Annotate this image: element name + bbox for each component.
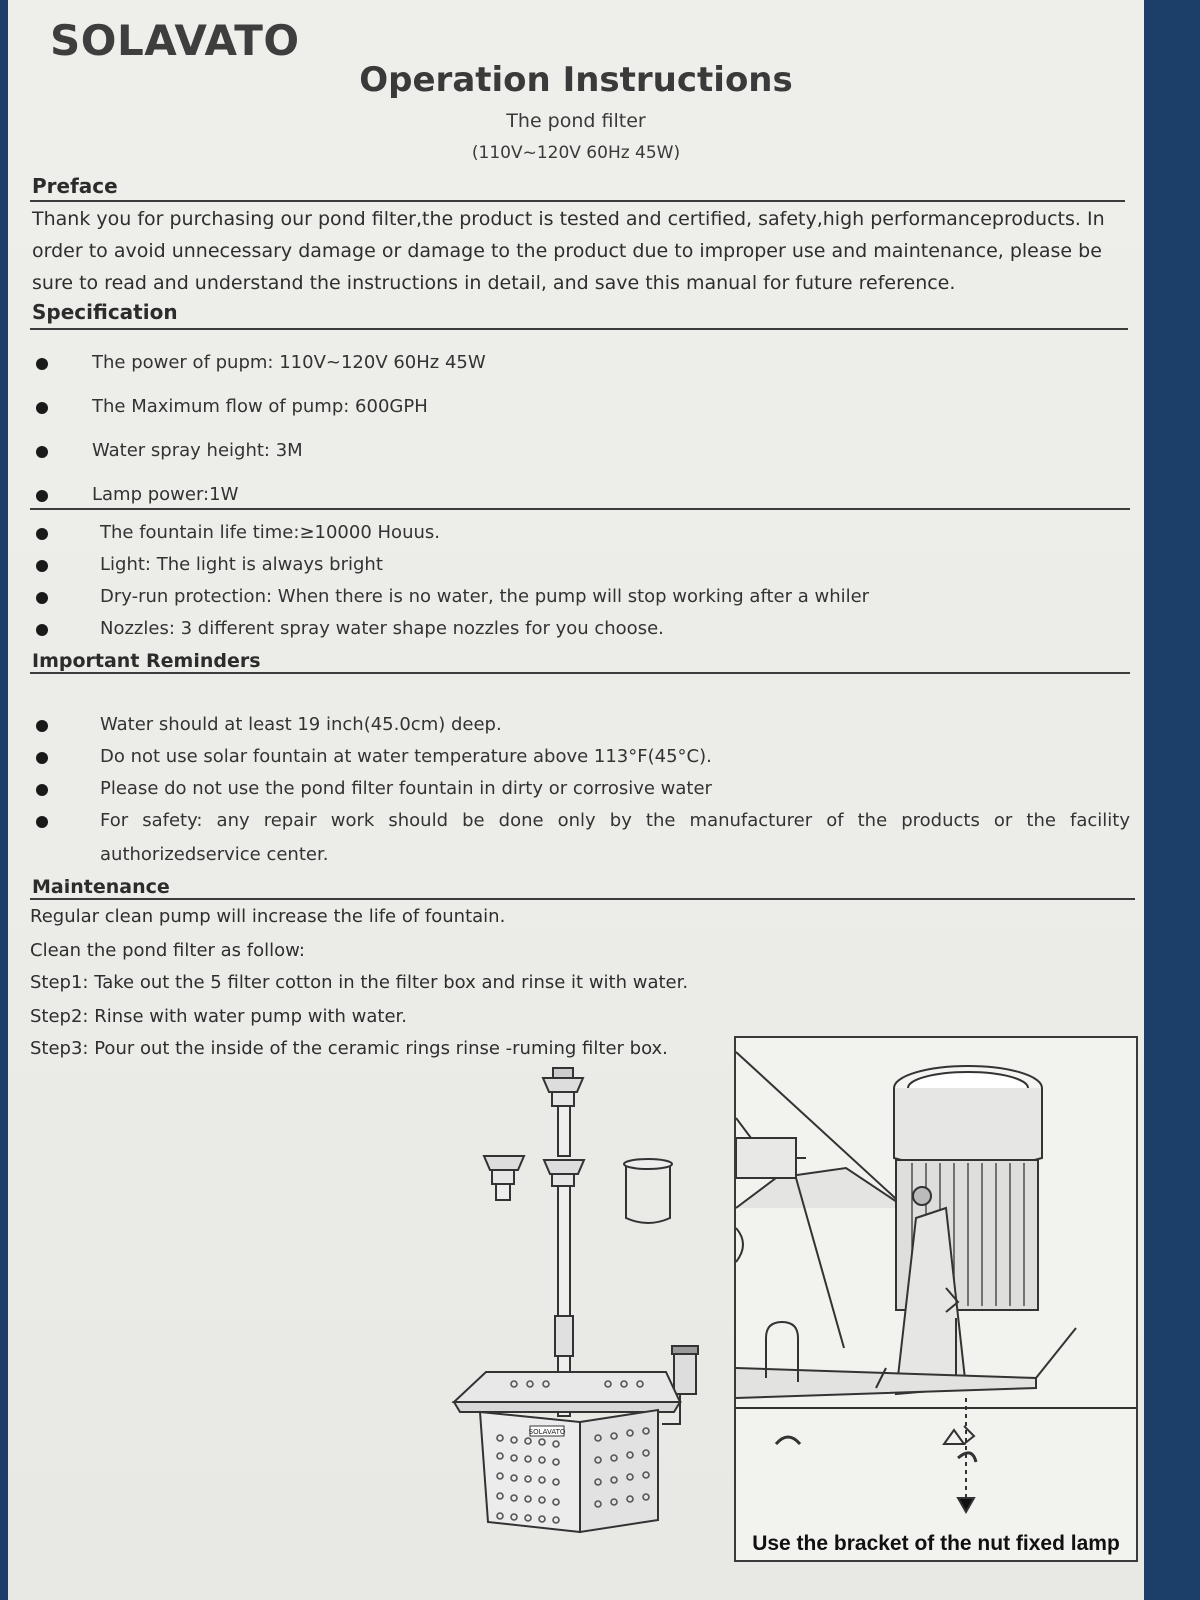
spec-item-text: The power of pupm: 110V~120V 60Hz 45W (92, 352, 486, 373)
maintenance-line: Step3: Pour out the inside of the ceramic rings rinse -ruming filter box. (30, 1038, 668, 1059)
specification-heading: Specification (32, 300, 178, 324)
bullet-icon (36, 528, 48, 540)
spec-divider-mid (30, 508, 1130, 510)
voltage-rating: (110V~120V 60Hz 45W) (471, 143, 681, 163)
spec-item-text: Nozzles: 3 different spray water shape nozzles for you choose. (100, 618, 664, 639)
bullet-icon (36, 358, 48, 370)
bullet-icon (36, 490, 48, 502)
bullet-icon (36, 624, 48, 636)
spec-item (36, 440, 1116, 470)
bullet-icon (36, 816, 48, 828)
spec-item-text: Lamp power:1W (92, 484, 239, 505)
spec-item (36, 618, 1116, 648)
bullet-icon (36, 446, 48, 458)
bullet-icon (36, 592, 48, 604)
spec-item-text: Water spray height: 3M (92, 440, 303, 461)
preface-divider (30, 200, 1125, 202)
instruction-sheet (8, 0, 1144, 1600)
bullet-icon (36, 560, 48, 572)
spec-item-text: Dry-run protection: When there is no water, the pump will stop working after a whiler (100, 586, 870, 607)
figure-caption: Use the bracket of the nut fixed lamp (752, 1532, 1120, 1555)
maintenance-line: Clean the pond filter as follow: (30, 940, 305, 961)
reminder-item-text: Please do not use the pond filter fountain in dirty or corrosive water (100, 778, 712, 799)
bullet-icon (36, 752, 48, 764)
product-subtitle: The pond filter (506, 110, 646, 132)
brand-logo: SOLAVATO (50, 16, 300, 65)
preface-heading: Preface (32, 174, 118, 198)
spec-item (36, 554, 1116, 584)
spec-item-text: Light: The light is always bright (100, 554, 383, 575)
reminder-item-text: Water should at least 19 inch(45.0cm) deep. (100, 714, 502, 735)
maintenance-line: Step2: Rinse with water pump with water. (30, 1006, 408, 1027)
preface-text: Thank you for purchasing our pond filter,the product is tested and certified, safety,high performanceproducts. In order to avoid unnecessary damage or damage to the product due to improper use and maintenance, please be sure to read and understand the instructions in detail, and save this manual for future reference. (32, 208, 1105, 294)
spec-item-text: The fountain life time:≥10000 Houus. (100, 522, 440, 543)
bullet-icon (36, 720, 48, 732)
maintenance-line: Step1: Take out the 5 filter cotton in the filter box and rinse it with water. (30, 972, 689, 993)
maintenance-heading: Maintenance (32, 876, 170, 898)
page-title: Operation Instructions (359, 60, 793, 100)
reminder-item (36, 810, 1130, 876)
lamp-bracket-figure (734, 1036, 1138, 1562)
reminders-heading: Important Reminders (32, 650, 261, 672)
bullet-icon (36, 784, 48, 796)
reminder-item (36, 714, 1116, 744)
maintenance-divider (30, 898, 1135, 900)
box-logo-label: SOLAVATO (528, 1428, 566, 1436)
bullet-icon (36, 402, 48, 414)
spec-item (36, 396, 1116, 426)
specification-divider (30, 328, 1128, 330)
spec-item (36, 352, 1116, 382)
pond-filter-illustration (448, 1060, 718, 1554)
reminder-item (36, 746, 1116, 776)
spec-item (36, 522, 1116, 552)
reminders-divider (30, 672, 1130, 674)
spec-item-text: The Maximum flow of pump: 600GPH (92, 396, 428, 417)
maintenance-line: Regular clean pump will increase the life of fountain. (30, 906, 506, 927)
reminder-item-text: Do not use solar fountain at water temperature above 113°F(45°C). (100, 746, 712, 767)
spec-item (36, 586, 1116, 616)
reminder-item-text: For safety: any repair work should be done only by the manufacturer of the products or the facility authorizedservice center. (100, 810, 1130, 865)
